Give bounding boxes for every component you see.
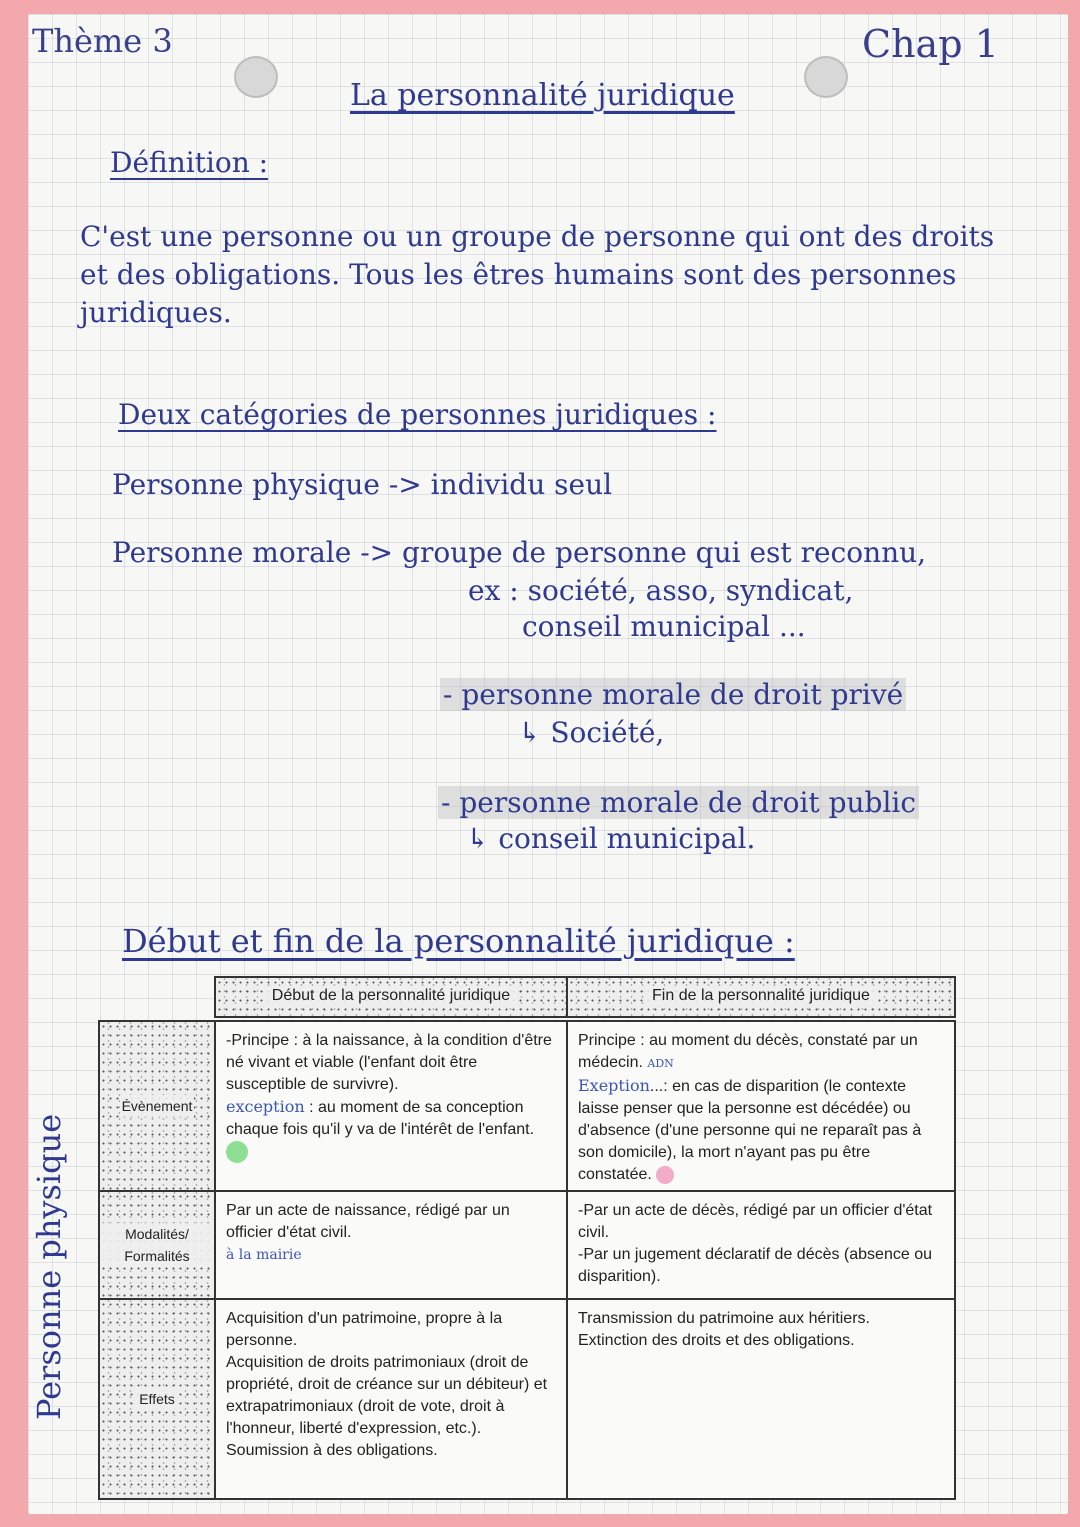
- categories-heading: Deux catégories de personnes juridiques :: [118, 398, 717, 431]
- pink-highlight-mark: [656, 1166, 674, 1184]
- personne-morale-examples-1: ex : société, asso, syndicat,: [468, 574, 854, 607]
- personne-morale-examples-2: conseil municipal ...: [522, 610, 806, 643]
- personnalite-table: [98, 976, 978, 1500]
- col-header-debut: Début de la personnalité juridique: [214, 976, 568, 1018]
- row-label-effets: Effets: [98, 1298, 216, 1500]
- droit-prive-example: ↳ Société,: [518, 716, 665, 749]
- definition-heading: Définition :: [110, 146, 269, 179]
- cell-modalites-fin: -Par un acte de décès, rédigé par un officier d'état civil. -Par un jugement déclaratif de décès (absence ou disparition).: [566, 1190, 956, 1300]
- droit-public-line: - personne morale de droit public: [438, 786, 919, 819]
- side-label-personne-physique: Personne physique: [30, 1113, 68, 1420]
- cell-evenement-fin: Principe : au moment du décès, constaté par un médecin. ADN Exeption...: en cas de disparition (le contexte laisse penser que la personne est décédée) ou d'absence (d'une personne qui ne reparaît pas à son domicile), la mort n'ayant pas pu être constatée.: [566, 1020, 956, 1192]
- theme-label: Thème 3: [32, 22, 173, 60]
- green-highlight-mark: [226, 1141, 248, 1163]
- droit-public-example: ↳ conseil municipal.: [466, 822, 756, 855]
- row-label-modalites: Modalités/ Formalités: [98, 1190, 216, 1300]
- personne-physique-line: Personne physique -> individu seul: [112, 468, 613, 501]
- debut-fin-heading: Début et fin de la personnalité juridique :: [122, 922, 795, 960]
- cell-effets-fin: Transmission du patrimoine aux héritiers. Extinction des droits et des obligations.: [566, 1298, 956, 1500]
- cell-modalites-debut: Par un acte de naissance, rédigé par un officier d'état civil. à la mairie: [214, 1190, 568, 1300]
- chapter-label: Chap 1: [862, 22, 999, 66]
- binder-hole-left: [234, 56, 278, 98]
- row-label-evenement: Évènement: [98, 1020, 216, 1192]
- binder-hole-right: [804, 56, 848, 98]
- definition-text: C'est une personne ou un groupe de personne qui ont des droits et des obligations. Tous les êtres humains sont des personnes juridiques.: [80, 220, 995, 329]
- droit-prive-line: - personne morale de droit privé: [440, 678, 906, 711]
- cell-effets-debut: Acquisition d'un patrimoine, propre à la personne. Acquisition de droits patrimoniaux (droit de propriété, droit de créance sur un débiteur) et extrapatrimoniaux (droit de vote, droit à l'honneur, liberté d'expression, etc.). Soumission à des obligations.: [214, 1298, 568, 1500]
- cell-evenement-debut: -Principe : à la naissance, à la condition d'être né vivant et viable (l'enfant doit être susceptible de survivre). exception : au moment de sa conception chaque fois qu'il y va de l'intérêt de l'enfant.: [214, 1020, 568, 1192]
- page-title: La personnalité juridique: [350, 78, 735, 113]
- personne-morale-line: Personne morale -> groupe de personne qui est reconnu,: [112, 536, 927, 569]
- col-header-fin: Fin de la personnalité juridique: [566, 976, 956, 1018]
